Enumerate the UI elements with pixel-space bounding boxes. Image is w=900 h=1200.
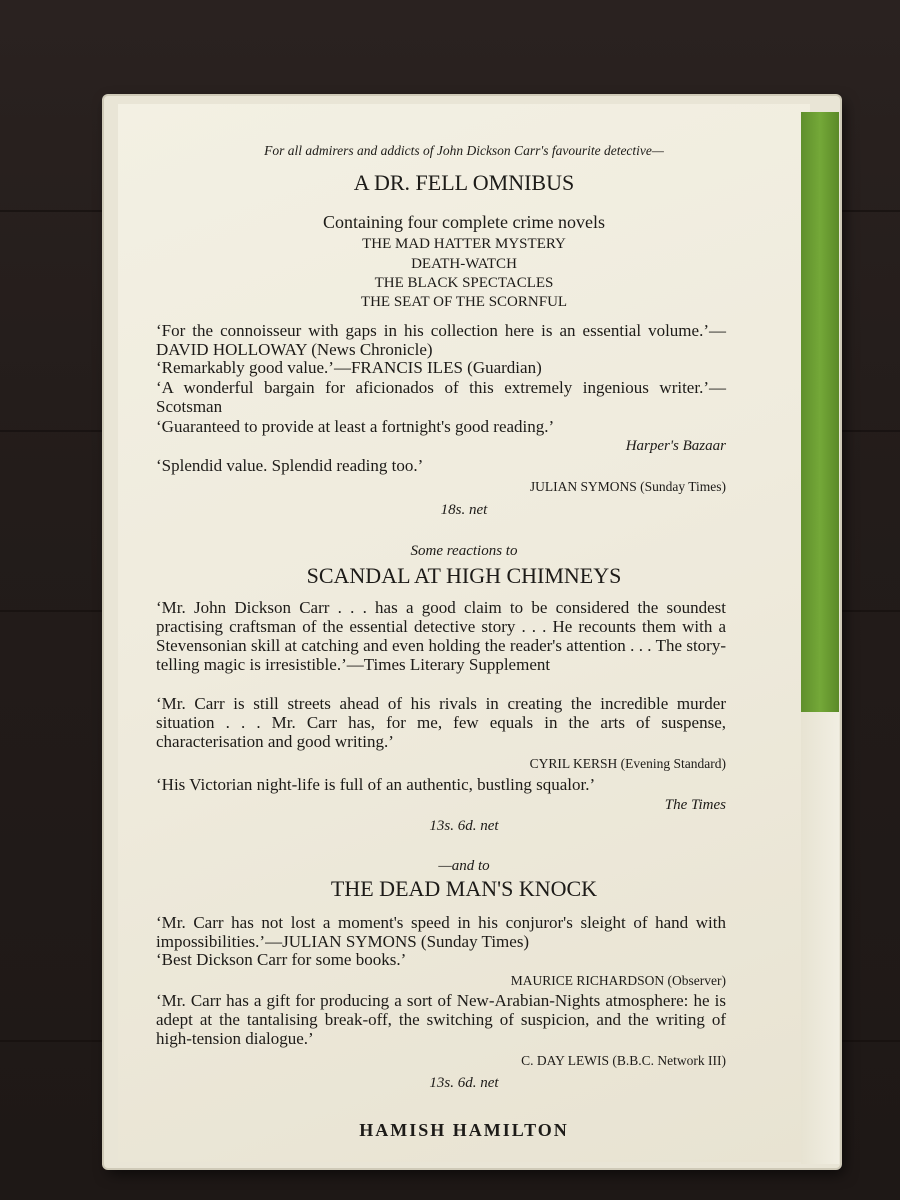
scandal-lead: Some reactions to — [410, 543, 518, 559]
review-quote: ‘A wonderful bargain for aficionados of this extremely ingenious writer.’—Scotsman — [156, 378, 726, 416]
review-source: C. DAY LEWIS (B.B.C. Network III) — [521, 1053, 726, 1068]
review-source: MAURICE RICHARDSON (Observer) — [510, 973, 726, 988]
intro-line: For all admirers and addicts of John Dickson Carr's favourite detective— — [264, 143, 664, 158]
knock-price: 13s. 6d. net — [429, 1075, 499, 1091]
spine-green — [801, 112, 839, 712]
novel-title: DEATH-WATCH — [411, 256, 517, 272]
omnibus-subtitle: Containing four complete crime novels — [323, 212, 605, 232]
scandal-price: 13s. 6d. net — [429, 818, 499, 834]
review-quote: ‘Mr. Carr is still streets ahead of his rivals in creating the incredible murder situation . . . Mr. Carr has, for me, few equals in the arts of suspense, characterisation and good writing.’ — [156, 694, 726, 751]
spine-lower — [801, 712, 839, 1164]
review-quote: ‘Mr. John Dickson Carr . . . has a good claim to be considered the soundest practising craftsman of the essential detective story . . . He recounts them with a Stevensonian skill at catching and even holding the reader's attention . . . The story-telling magic is irresistible.’—Times Literary Supplement — [156, 598, 726, 674]
review-source: CYRIL KERSH (Evening Standard) — [529, 756, 726, 771]
review-quote: ‘For the connoisseur with gaps in his collection here is an essential volume.’—DAVID HOLLOWAY (News Chronicle) — [156, 321, 726, 359]
novel-title: THE MAD HATTER MYSTERY — [362, 236, 566, 252]
publisher-name: HAMISH HAMILTON — [359, 1120, 569, 1140]
review-quote: ‘Guaranteed to provide at least a fortnight's good reading.’ — [156, 417, 555, 436]
knock-title: THE DEAD MAN'S KNOCK — [330, 876, 598, 901]
scandal-title: SCANDAL AT HIGH CHIMNEYS — [306, 563, 622, 588]
omnibus-title: A DR. FELL OMNIBUS — [353, 170, 575, 195]
review-quote: ‘Splendid value. Splendid reading too.’ — [156, 456, 424, 475]
review-quote: ‘His Victorian night-life is full of an authentic, bustling squalor.’ — [156, 775, 596, 794]
review-quote: ‘Best Dickson Carr for some books.’ — [156, 950, 407, 969]
novel-title: THE SEAT OF THE SCORNFUL — [360, 294, 568, 310]
knock-lead: —and to — [438, 858, 490, 874]
review-source: Harper's Bazaar — [625, 438, 726, 454]
review-source: The Times — [664, 797, 726, 813]
review-quote: ‘Mr. Carr has a gift for producing a sort of New-Arabian-Nights atmosphere: he is adept at the tantalising break-off, the switching of suspicion, and the writing of high-tension dialogue.’ — [156, 991, 726, 1048]
review-quote: ‘Remarkably good value.’—FRANCIS ILES (Guardian) — [156, 358, 542, 377]
novel-title: THE BLACK SPECTACLES — [374, 275, 554, 291]
review-quote: ‘Mr. Carr has not lost a moment's speed in his conjuror's sleight of hand with impossibilities.’—JULIAN SYMONS (Sunday Times) — [156, 913, 726, 951]
omnibus-price: 18s. net — [440, 502, 488, 518]
review-source: JULIAN SYMONS (Sunday Times) — [529, 479, 726, 494]
